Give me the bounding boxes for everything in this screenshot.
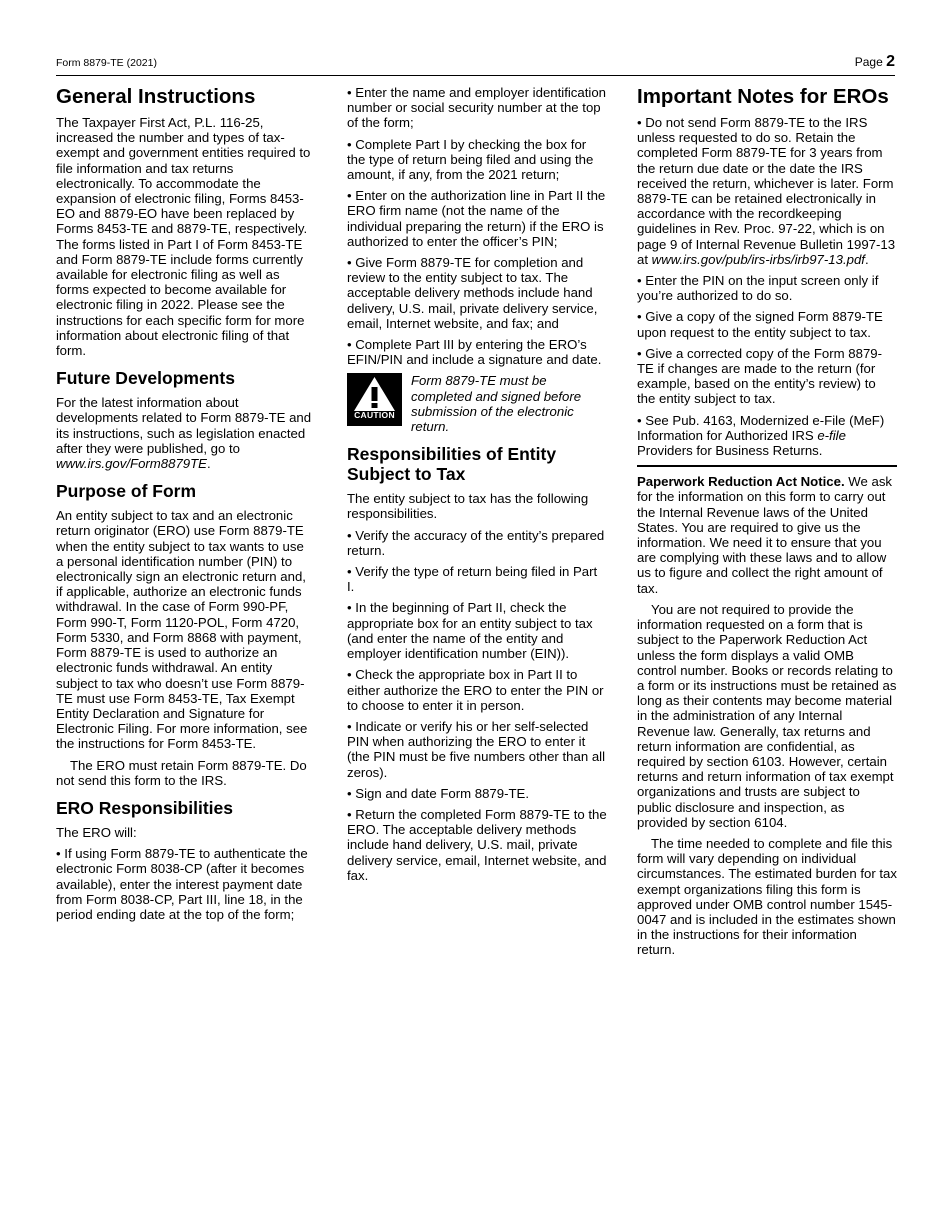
notes-bullet	[637, 413, 897, 459]
paperwork-notice-text	[637, 474, 897, 596]
notes-bullet: • Give a copy of the signed Form 8879-TE upon request to the entity subject to tax.	[637, 309, 883, 340]
entity-bullet: • In the beginning of Part II, check the appropriate box for an entity subject to tax (and enter the name of the entity and employer identification number (EIN)).	[347, 600, 593, 662]
general-instructions-heading: General Instructions	[56, 85, 256, 108]
caution-label: CAUTION	[354, 410, 395, 421]
ero-bullet: • Complete Part I by checking the box for the type of return being filed and using the amount, if any, from the 2021 return;	[347, 136, 594, 183]
paperwork-notice-body: We ask for the information on this form to carry out the Internal Revenue laws of the United States. You are required to give us the information. We need it to ensure that you are complying with these laws and to allow us to figure and collect the right amount of tax.	[637, 474, 893, 596]
column-1	[56, 85, 314, 928]
future-developments-link[interactable]: www.irs.gov/Form8879TE	[56, 456, 207, 472]
form-id: Form 8879-TE (2021)	[56, 57, 157, 69]
ero-intro: The ERO will:	[56, 824, 137, 840]
future-developments-body: For the latest information about developments related to Form 8879-TE and its instructions, such as legislation enacted after they were published, go to	[56, 395, 312, 456]
irb-link[interactable]: www.irs.gov/pub/irs-irbs/irb97-13.pdf	[651, 251, 865, 267]
ero-bullet: • If using Form 8879-TE to authenticate the electronic Form 8038-CP (after it becomes available), enter the interest payment date from Form 8038-CP, Part III, line 18, in the period ending date at the top of the form;	[56, 846, 308, 922]
notes-bullet-part: • See Pub. 4163, Modernized e-File (MeF) Information for Authorized IRS	[637, 412, 885, 443]
column-3	[637, 85, 897, 964]
section-divider	[637, 465, 897, 467]
ero-bullet: • Complete Part III by entering the ERO’s EFIN/PIN and include a signature and date.	[347, 337, 602, 368]
paperwork-notice-p3: The time needed to complete and file this form will vary depending on individual circumstances. The estimated burden for tax exempt organizations filing this form is approved under OMB control number 1545-0047 and is included in the estimates shown in the instructions for their information return.	[637, 835, 897, 958]
notes-bullet: • Do not send Form 8879-TE to the IRS unless requested to do so. Retain the completed Form 8879-TE for 3 years from the return due date or the date the IRS received the return, whichever is later. Form 8879-TE can be retained electronically in accordance with the recordkeeping guidelines in Rev. Proc. 97-22, which is on page 9 of Internal Revenue Bulletin 1997-13 at www.irs.gov/pub/irs-irbs/irb97-13.pdf.	[637, 115, 896, 267]
page-indicator	[855, 53, 895, 71]
paperwork-notice-heading: Paperwork Reduction Act Notice.	[637, 474, 845, 490]
entity-responsibilities-intro: The entity subject to tax has the following responsibilities.	[347, 491, 589, 522]
purpose-retain-text: The ERO must retain Form 8879-TE. Do not send this form to the IRS.	[56, 757, 307, 788]
ero-responsibilities-heading: ERO Responsibilities	[56, 797, 233, 818]
caution-text: Form 8879-TE must be completed and signed before submission of the electronic return.	[411, 373, 582, 435]
entity-bullet: • Return the completed Form 8879-TE to the ERO. The acceptable delivery methods include hand delivery, U.S. mail, private delivery service, email, Internet website, and fax.	[347, 806, 607, 883]
entity-bullet: • Sign and date Form 8879-TE.	[347, 785, 530, 801]
notes-bullet-body: • Do not send Form 8879-TE to the IRS unless requested to do so. Retain the completed Form 8879-TE for 3 years from the return due date or the date the IRS received the return, whichever is later. Form 8879-TE can be retained electronically in accordance with the recordkeeping guidelines in Rev. Proc. 97-22, which is on page 9 of Internal Revenue Bulletin 1997-13 at	[637, 115, 896, 267]
entity-bullet: • Indicate or verify his or her self-selected PIN when authorizing the ERO to enter it (the PIN must be five numbers other than all zeros).	[347, 718, 606, 780]
ero-bullet: • Enter the name and employer identification number or social security number at the top of the form;	[347, 85, 606, 131]
notes-bullet: • Give a corrected copy of the Form 8879-TE if changes are made to the return (for example, based on the entity’s review) to the entity subject to tax.	[637, 345, 883, 407]
caution-icon	[347, 373, 402, 426]
general-instructions-text: The Taxpayer First Act, P.L. 116-25, increased the number and types of tax-exempt and government entities required to file information and tax returns electronically. To accommodate the expansion of electronic filing, Forms 8453-EO and 8879-EO have been replaced by Forms 8453-TE and 8879-TE, respectively. The forms listed in Part I of Form 8453-TE and Form 8879-TE include forms currently available for electronic filing as well as forms expected to become available for electronic filing in 2022. Please see the instructions for each specific form for more information about electronic filing of that form.	[56, 115, 311, 359]
paperwork-notice-p2: You are not required to provide the information requested on a form that is subject to the Paperwork Reduction Act unless the form displays a valid OMB control number. Books or records relating to a form or its instructions must be retained as long as their contents may become material in the administration of any Internal Revenue law. Generally, tax returns and return information are confidential, as required by section 6103. However, certain returns and return information of tax exempt organizations and trusts are subject to public disclosure and inspection, as provided by section 6104.	[637, 601, 897, 830]
future-developments-heading: Future Developments	[56, 368, 235, 389]
notes-bullet: • Enter the PIN on the input screen only if you’re authorized to do so.	[637, 273, 879, 304]
purpose-text: An entity subject to tax and an electronic return originator (ERO) use Form 8879-TE when the entity subject to tax wants to use a personal identification number (PIN) to electronically sign an electronic return and, if applicable, authorize an electronic funds withdrawal. In the case of Form 990-PF, Form 990-T, Form 1120-POL, Form 4720, Form 5330, and Form 8868 with payment, Form 8879-TE is used to authorize an electronic funds withdrawal. An entity subject to tax who doesn’t use Form 8879-TE must use Form 8453-TE, Tax Exempt Entity Declaration and Signature for Electronic Filing. For more information, see the instructions for Form 8453-TE.	[56, 508, 308, 752]
column-2	[347, 85, 607, 889]
entity-bullet: • Verify the accuracy of the entity’s prepared return.	[347, 527, 605, 558]
ero-bullet: • Enter on the authorization line in Part II the ERO firm name (not the name of the individual preparing the return) if the ERO is authorized to enter the officer’s PIN;	[347, 188, 606, 249]
caution-box	[347, 373, 607, 434]
entity-bullet: • Check the appropriate box in Part II to either authorize the ERO to enter the PIN or to choose to enter it in person.	[347, 667, 604, 713]
efile-term: e-file	[817, 427, 846, 443]
page-header	[56, 55, 895, 76]
notes-bullet-part: Providers for Business Returns.	[637, 443, 823, 459]
ero-bullet: • Give Form 8879-TE for completion and review to the entity subject to tax. The acceptable delivery methods include hand delivery, U.S. mail, private delivery service, email, Internet website, and fax; and	[347, 255, 598, 331]
warning-triangle-icon	[353, 376, 396, 412]
page-label: Page	[854, 55, 883, 69]
purpose-heading: Purpose of Form	[56, 481, 197, 502]
important-notes-heading: Important Notes for EROs	[637, 85, 889, 108]
page-number: 2	[886, 53, 895, 70]
entity-responsibilities-heading: Responsibilities of Entity Subject to Tax	[347, 444, 557, 485]
future-developments-text: For the latest information about developments related to Form 8879-TE and its instructions, such as legislation enacted after they were published, go to www.irs.gov/Form8879TE.	[56, 395, 312, 472]
entity-bullet: • Verify the type of return being filed in Part I.	[347, 564, 598, 595]
